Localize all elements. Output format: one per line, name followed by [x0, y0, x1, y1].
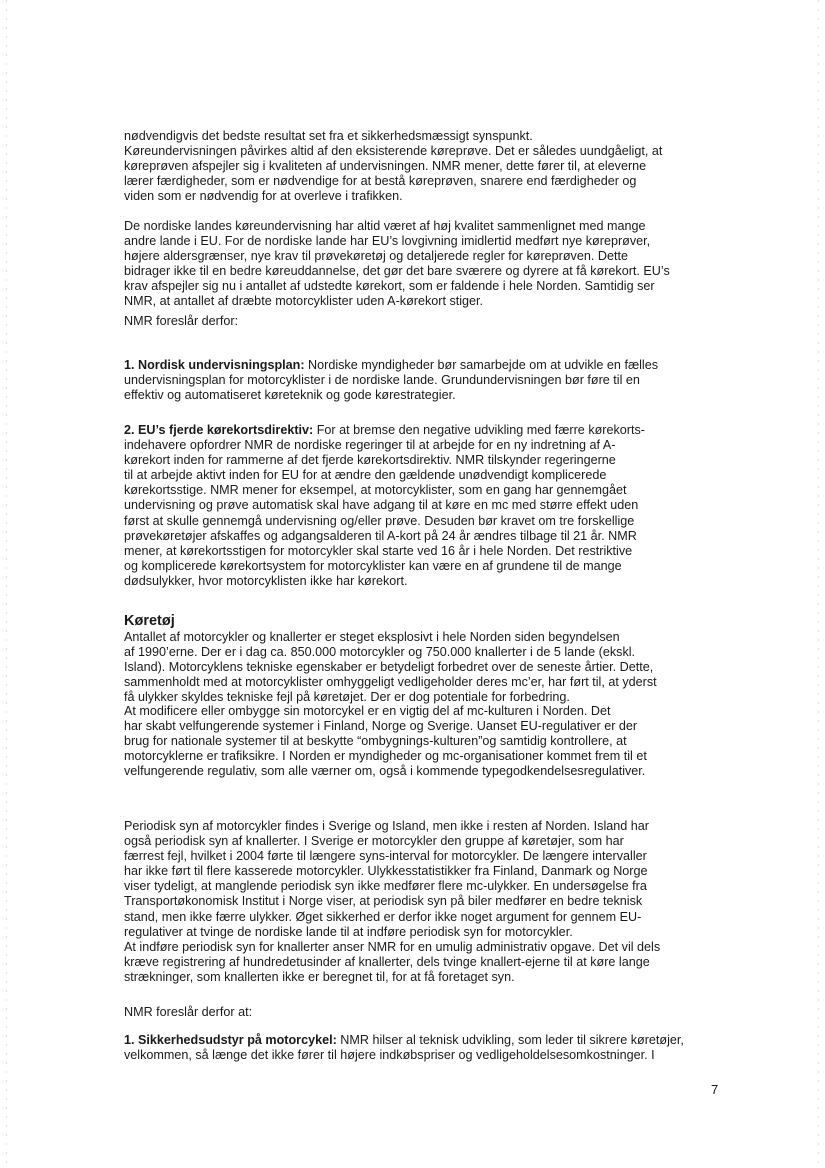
text-line: køreprøven afspejler sig i kvaliteten af undervisningen. NMR mener, dette fører til, at eleverne	[124, 159, 647, 174]
text-line: viden som er nødvendig for at overleve i trafikken.	[124, 189, 403, 204]
text-line: NMR, at antallet af dræbte motorcyklister uden A-kørekort stiger.	[124, 294, 484, 309]
text-line: få ulykker skyldes tekniske fejl på køretøjet. Der er dog potentiale for forbedring.	[124, 690, 570, 705]
text-line: dødsulykker, hvor motorcyklisten ikke har kørekort.	[124, 573, 408, 588]
item-label: 2. EU’s fjerde kørekortsdirektiv:	[124, 423, 314, 437]
text-line: De nordiske landes køreundervisning har altid været af høj kvalitet sammenlignet med mange	[124, 219, 646, 233]
proposal-item-license-directive	[124, 423, 645, 589]
text-line: kørekortsstige. NMR mener for eksempel, at motorcyklister, som en gang har gennemgået	[124, 483, 627, 498]
text-line: også periodisk syn af knallerter. I Sverige er motorcykler den gruppe af køretøjer, som har	[124, 834, 624, 849]
text-line: færrest fejl, hvilket i 2004 førte til længere syns-interval for motorcykler. De længere intervaller	[124, 849, 647, 864]
item-text: For at bremse den negative udvikling med færre kørekorts-	[313, 423, 645, 437]
text-line: viser tydeligt, at manglende periodisk syn ikke medfører flere mc-ulykker. En undersøgelse fra	[124, 879, 647, 894]
text-line: indehavere opfordrer NMR de nordiske regeringer til at arbejde for en ny indretning af A-	[124, 438, 616, 453]
text-line: kørekort inden for rammerne af det fjerde kørekortsdirektiv. NMR tilskynder regeringerne	[124, 453, 616, 468]
scan-edge-right	[818, 0, 819, 1168]
text-line: har ikke ført til flere kasserede motorcykler. Ulykkesstatistikker fra Finland, Danmark og Norge	[124, 864, 648, 879]
paragraph-nordic-education	[124, 219, 670, 310]
proposal-item-safety-equipment	[124, 1033, 684, 1063]
text-line: bidrager ikke til en bedre køreuddannelse, det gør det bare sværere og dyrere at få kørekort. EU’s	[124, 264, 670, 279]
item-label: 1. Nordisk undervisningsplan:	[124, 358, 305, 372]
text-line: NMR foreslår derfor at:	[124, 1005, 253, 1019]
text-line: Island). Motorcyklens tekniske egenskaber er betydeligt forbedret over de seneste årtier. Dette,	[124, 660, 654, 675]
text-line: velfungerende regulativ, som alle værner om, også i kommende typegodkendelsesregulativer.	[124, 764, 646, 779]
text-line: NMR foreslår derfor:	[124, 314, 239, 328]
text-line: undervisning og prøve automatisk skal have adgang til at køre en mc med større effekt uden	[124, 498, 639, 513]
text-line: brug for nationale systemer til at beskytte “ombygnings-kulturen”og samtidig kontrollere, at	[124, 734, 627, 749]
text-line: nødvendigvis det bedste resultat set fra et sikkerhedsmæssigt synspunkt.	[124, 129, 533, 143]
text-line: velkommen, så længe det ikke fører til højere indkøbspriser og vedligeholdelsesomkostninger. I	[124, 1048, 655, 1063]
text-line: Antallet af motorcykler og knallerter er steget eksplosivt i hele Norden siden begyndelsen	[124, 630, 620, 644]
text-line: At modificere eller ombygge sin motorcykel er en vigtig del af mc-kulturen i Norden. Det	[124, 704, 611, 718]
item-text: Nordiske myndigheder bør samarbejde om at udvikle en fælles	[304, 358, 659, 372]
text-line: lærer færdigheder, som er nødvendige for at bestå køreprøven, snarere end færdigheder og	[124, 174, 637, 189]
text-line: At indføre periodisk syn for knallerter anser NMR for en umulig administrativ opgave. Det vil dels	[124, 939, 661, 954]
text-line: Periodisk syn af motorcykler findes i Sverige og Island, men ikke i resten af Norden. Island har	[124, 819, 649, 833]
page-number: 7	[711, 1082, 719, 1097]
text-line: stand, men ikke færre ulykker. Øget sikkerhed er derfor ikke noget argument for gennem EU-	[124, 909, 642, 924]
text-line: Køreundervisningen påvirkes altid af den eksisterende køreprøve. Det er således uundgåeligt, at	[124, 144, 663, 159]
paragraph-modification	[124, 704, 647, 779]
section-heading-vehicle: Køretøj	[124, 613, 175, 629]
text-line	[124, 423, 645, 438]
text-line: krav afspejler sig nu i antallet af udstedte kørekort, som er faldende i hele Norden. Samtidig ser	[124, 279, 655, 294]
paragraph-proposal-intro-2	[124, 1005, 252, 1020]
text-line: strækninger, som knallerten ikke er beregnet til, for at få foretaget syn.	[124, 969, 515, 984]
paragraph-vehicle-count	[124, 630, 657, 705]
proposal-item-education-plan	[124, 358, 658, 403]
text-line: sammenholdt med at motorcyklister omhyggeligt vedligeholder deres mc’er, har ført til, at yderst	[124, 675, 657, 690]
text-line: kræve registrering af hundredetusinder af knallerter, dels tvinge knallert-ejerne til at køre lange	[124, 954, 650, 969]
text-line: mener, at kørekortsstigen for motorcykler skal starte ved 16 år i hele Norden. Det restriktive	[124, 543, 633, 558]
text-line: Transportøkonomisk Institut i Norge viser, at periodisk syn på biler medfører en bedre teknisk	[124, 894, 643, 909]
text-line: prøvekøretøjer afskaffes og adgangsalderen til A-kort på 24 år ændres tilbage til 21 år. NMR	[124, 528, 637, 543]
scan-edge-left	[6, 0, 7, 1168]
text-line: andre lande i EU. For de nordiske lande har EU’s lovgivning imidlertid medført nye køreprøver,	[124, 234, 651, 249]
item-text: NMR hilser al teknisk udvikling, som leder til sikrere køretøjer,	[336, 1033, 684, 1047]
text-line: regulativer at tvinge de nordiske lande til at indføre periodisk syn for motorcykler.	[124, 924, 573, 939]
item-label: 1. Sikkerhedsudstyr på motorcykel:	[124, 1033, 337, 1047]
text-line: af 1990’erne. Der er i dag ca. 850.000 motorcykler og 750.000 knallerter i de 5 lande (ekskl.	[124, 645, 636, 660]
text-line: højere aldersgrænser, nye krav til prøvekøretøj og detaljerede regler for køreprøven. Dette	[124, 249, 628, 264]
text-line: har skabt velfungerende systemer i Finland, Norge og Sverige. Uanset EU-regulativer er der	[124, 719, 638, 734]
text-line: motorcyklerne er trafiksikre. I Norden er myndigheder og mc-organisationer kommet frem til et	[124, 749, 647, 764]
text-line: effektiv og automatiseret køreteknik og gode kørestrategier.	[124, 388, 456, 403]
paragraph-periodic-inspection	[124, 819, 660, 985]
text-line: undervisningsplan for motorcyklister i de nordiske lande. Grundundervisningen bør føre til en	[124, 373, 640, 388]
text-line: og komplicerede kørekortsystem for motorcyklister kan være en af grundene til de mange	[124, 558, 622, 573]
text-line: til at arbejde aktivt inden for EU for at ændre den gældende unødvendigt komplicerede	[124, 468, 607, 483]
text-line: først at skulle gennemgå undervisning og/eller prøve. Desuden bør kravet om tre forskellige	[124, 513, 635, 528]
text-line	[124, 358, 658, 373]
paragraph-proposal-intro	[124, 314, 238, 329]
paragraph-driving-test	[124, 129, 662, 204]
text-line	[124, 1033, 684, 1048]
